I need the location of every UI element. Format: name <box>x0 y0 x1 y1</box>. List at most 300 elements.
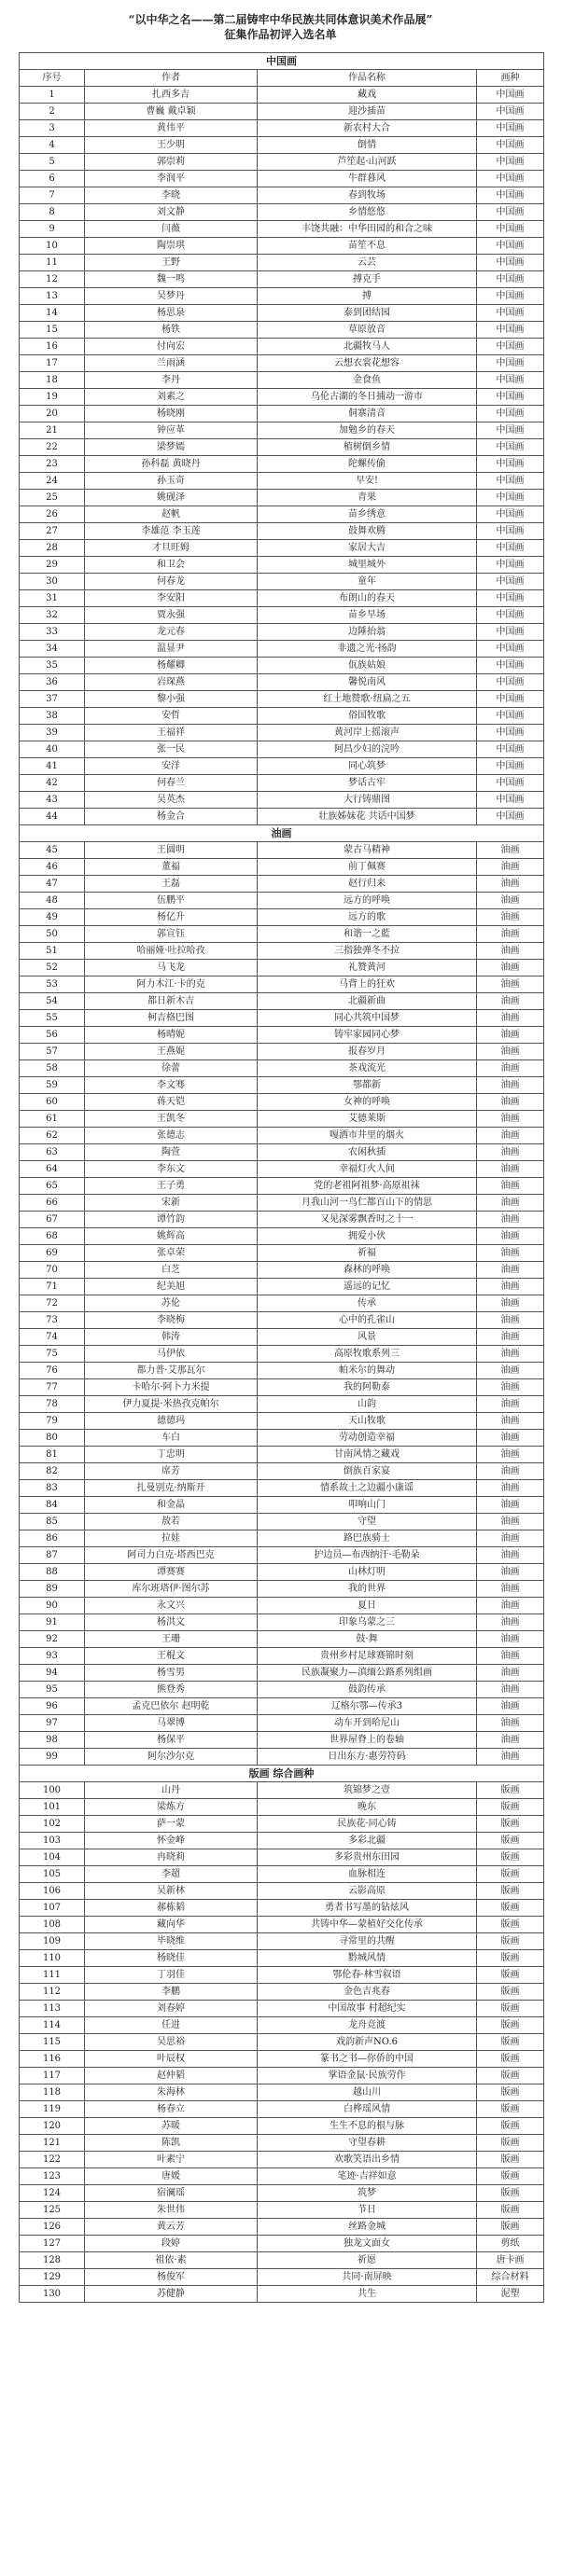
cell-type: 中国画 <box>477 456 544 473</box>
cell-author: 陶萱 <box>85 1144 258 1161</box>
table-row <box>20 775 544 792</box>
cell-type: 版画 <box>477 1950 544 1967</box>
cell-author: 宋新 <box>85 1195 258 1212</box>
cell-type: 版画 <box>477 2084 544 2101</box>
cell-type: 油画 <box>477 1329 544 1346</box>
cell-author: 杨洪文 <box>85 1614 258 1631</box>
cell-type: 油画 <box>477 1060 544 1077</box>
cell-author: 杨铁 <box>85 322 258 339</box>
cell-no: 88 <box>20 1564 85 1581</box>
cell-work: 青果 <box>258 490 477 506</box>
cell-no: 126 <box>20 2219 85 2236</box>
cell-author: 王福祥 <box>85 725 258 741</box>
table-row <box>20 708 544 725</box>
cell-work: 勇者书写墨的钻炫风 <box>258 1900 477 1917</box>
table-row <box>20 993 544 1010</box>
cell-no: 109 <box>20 1933 85 1950</box>
cell-no: 38 <box>20 708 85 725</box>
cell-author: 苏伦 <box>85 1295 258 1312</box>
cell-work: 倒族百家宴 <box>258 1463 477 1480</box>
cell-no: 40 <box>20 741 85 758</box>
cell-type: 油画 <box>477 1396 544 1413</box>
cell-type: 中国画 <box>477 775 544 792</box>
section-title: 版画 综合画种 <box>20 1766 544 1782</box>
cell-author: 王燕妮 <box>85 1044 258 1060</box>
cell-work: 拥爱小伙 <box>258 1228 477 1245</box>
cell-author: 马伊依 <box>85 1346 258 1363</box>
cell-work: 大行铸鼎图 <box>258 792 477 809</box>
cell-no: 4 <box>20 137 85 154</box>
cell-author: 岩琛燕 <box>85 674 258 691</box>
cell-work: 茶戏流光 <box>258 1060 477 1077</box>
table-row <box>20 893 544 909</box>
table-row <box>20 2068 544 2084</box>
cell-work: 非遗之光·扬韵 <box>258 641 477 658</box>
cell-author: 曹巍 戴卓颖 <box>85 104 258 120</box>
cell-work: 白桦瑶风情 <box>258 2101 477 2118</box>
cell-author: 谭竹韵 <box>85 1212 258 1228</box>
cell-work: 童年 <box>258 574 477 590</box>
cell-work: 甘南风情之藏戏 <box>258 1447 477 1463</box>
cell-author: 张一民 <box>85 741 258 758</box>
table-row <box>20 2219 544 2236</box>
cell-no: 117 <box>20 2068 85 2084</box>
table-row <box>20 1749 544 1766</box>
table-row <box>20 1598 544 1614</box>
cell-no: 84 <box>20 1497 85 1514</box>
table-row <box>20 590 544 607</box>
cell-type: 版画 <box>477 1866 544 1883</box>
cell-author: 冉晓莉 <box>85 1849 258 1866</box>
cell-no: 49 <box>20 909 85 926</box>
table-row <box>20 1161 544 1178</box>
cell-author: 杨思泉 <box>85 305 258 322</box>
cell-work: 我的阿勒泰 <box>258 1379 477 1396</box>
cell-type: 中国画 <box>477 271 544 288</box>
cell-work: 越山川 <box>258 2084 477 2101</box>
cell-work: 守望 <box>258 1514 477 1530</box>
table-row <box>20 1833 544 1849</box>
table-row <box>20 842 544 859</box>
cell-work: 晚东 <box>258 1799 477 1816</box>
table-row <box>20 741 544 758</box>
header-type: 画种 <box>477 70 544 87</box>
cell-no: 3 <box>20 120 85 137</box>
table-row <box>20 439 544 456</box>
cell-author: 李东文 <box>85 1161 258 1178</box>
cell-no: 47 <box>20 876 85 893</box>
cell-type: 油画 <box>477 1682 544 1698</box>
cell-work: 祈愿 <box>258 2252 477 2269</box>
cell-author: 扎曼别克·纳斯开 <box>85 1480 258 1497</box>
cell-type: 版画 <box>477 2001 544 2017</box>
cell-work: 新农村大合 <box>258 120 477 137</box>
cell-author: 付向宏 <box>85 339 258 355</box>
cell-type: 油画 <box>477 1128 544 1144</box>
cell-type: 版画 <box>477 1933 544 1950</box>
cell-author: 杨俊军 <box>85 2269 258 2286</box>
cell-work: 牛群暮风 <box>258 171 477 187</box>
cell-no: 31 <box>20 590 85 607</box>
section-title: 中国画 <box>20 53 544 70</box>
cell-no: 68 <box>20 1228 85 1245</box>
cell-no: 22 <box>20 439 85 456</box>
cell-type: 中国画 <box>477 758 544 775</box>
cell-no: 62 <box>20 1128 85 1144</box>
cell-work: 山林灯明 <box>258 1564 477 1581</box>
cell-type: 中国画 <box>477 305 544 322</box>
cell-work: 生生不息的根与脉 <box>258 2118 477 2135</box>
cell-author: 都日新木吉 <box>85 993 258 1010</box>
cell-work: 篆书之书—你侨的中国 <box>258 2051 477 2068</box>
cell-type: 油画 <box>477 993 544 1010</box>
cell-type: 版画 <box>477 1984 544 2001</box>
cell-work: 赵行归来 <box>258 876 477 893</box>
cell-author: 阿力木江·卡的克 <box>85 976 258 993</box>
cell-author: 王凯冬 <box>85 1111 258 1128</box>
cell-work: 筑锦梦之壹 <box>258 1782 477 1799</box>
table-row <box>20 2101 544 2118</box>
cell-author: 梁梦嫣 <box>85 439 258 456</box>
table-row <box>20 238 544 255</box>
table-row <box>20 1950 544 1967</box>
cell-author: 王珊 <box>85 1631 258 1648</box>
cell-work: 鼓·舞 <box>258 1631 477 1648</box>
cell-type: 油画 <box>477 976 544 993</box>
cell-no: 65 <box>20 1178 85 1195</box>
cell-no: 44 <box>20 809 85 825</box>
cell-no: 27 <box>20 523 85 540</box>
table-row <box>20 1245 544 1262</box>
cell-author: 柯吉格巴图 <box>85 1010 258 1027</box>
cell-author: 黄云芳 <box>85 2219 258 2236</box>
table-row <box>20 2135 544 2152</box>
cell-author: 李润平 <box>85 171 258 187</box>
cell-no: 119 <box>20 2101 85 2118</box>
cell-no: 19 <box>20 389 85 406</box>
cell-author: 何春龙 <box>85 574 258 590</box>
table-row <box>20 1497 544 1514</box>
cell-author: 闫薇 <box>85 221 258 238</box>
cell-type: 中国画 <box>477 238 544 255</box>
table-row <box>20 1967 544 1984</box>
cell-type: 版画 <box>477 2202 544 2219</box>
table-row <box>20 607 544 624</box>
table-row <box>20 1195 544 1212</box>
cell-type: 中国画 <box>477 255 544 271</box>
table-row <box>20 1547 544 1564</box>
cell-no: 116 <box>20 2051 85 2068</box>
cell-author: 叶素宁 <box>85 2152 258 2168</box>
cell-author: 吴英杰 <box>85 792 258 809</box>
cell-author: 段婷 <box>85 2236 258 2252</box>
cell-author: 安哲 <box>85 708 258 725</box>
cell-author: 丁羽佳 <box>85 1967 258 1984</box>
cell-author: 龙元春 <box>85 624 258 641</box>
cell-no: 69 <box>20 1245 85 1262</box>
cell-no: 100 <box>20 1782 85 1799</box>
column-header-row <box>20 70 544 87</box>
cell-author: 怀金峰 <box>85 1833 258 1849</box>
cell-author: 赵仲韬 <box>85 2068 258 2084</box>
cell-author: 温显尹 <box>85 641 258 658</box>
cell-no: 91 <box>20 1614 85 1631</box>
cell-work: 叩响山门 <box>258 1497 477 1514</box>
cell-author: 王圆明 <box>85 842 258 859</box>
cell-no: 101 <box>20 1799 85 1816</box>
cell-work: 传承 <box>258 1295 477 1312</box>
cell-work: 草原放音 <box>258 322 477 339</box>
cell-no: 56 <box>20 1027 85 1044</box>
cell-no: 51 <box>20 943 85 960</box>
cell-author: 陈凯 <box>85 2135 258 2152</box>
cell-author: 梁炼方 <box>85 1799 258 1816</box>
cell-no: 89 <box>20 1581 85 1598</box>
table-row <box>20 406 544 422</box>
cell-author: 马翠博 <box>85 1715 258 1732</box>
cell-type: 版画 <box>477 2135 544 2152</box>
cell-work: 戏韵新声NO.6 <box>258 2034 477 2051</box>
section-header-row <box>20 825 544 842</box>
cell-work: 金食鱼 <box>258 372 477 389</box>
cell-type: 版画 <box>477 1799 544 1816</box>
cell-no: 114 <box>20 2017 85 2034</box>
table-row <box>20 758 544 775</box>
table-row <box>20 2001 544 2017</box>
cell-work: 日出东方·惠劳符码 <box>258 1749 477 1766</box>
table-row <box>20 2236 544 2252</box>
table-row <box>20 926 544 943</box>
cell-author: 藏向华 <box>85 1917 258 1933</box>
cell-type: 中国画 <box>477 490 544 506</box>
cell-type: 油画 <box>477 1027 544 1044</box>
cell-author: 杨晴妮 <box>85 1027 258 1044</box>
cell-type: 中国画 <box>477 557 544 574</box>
cell-type: 油画 <box>477 1094 544 1111</box>
cell-type: 油画 <box>477 1379 544 1396</box>
cell-no: 95 <box>20 1682 85 1698</box>
cell-no: 79 <box>20 1413 85 1430</box>
cell-author: 和金晶 <box>85 1497 258 1514</box>
cell-work: 共铸中华—蒙植好交化传承 <box>258 1917 477 1933</box>
cell-no: 74 <box>20 1329 85 1346</box>
cell-no: 14 <box>20 305 85 322</box>
cell-work: 民族凝聚力—滇缅公路系列组画 <box>258 1665 477 1682</box>
cell-no: 45 <box>20 842 85 859</box>
cell-type: 中国画 <box>477 741 544 758</box>
cell-no: 124 <box>20 2185 85 2202</box>
cell-work: 共生 <box>258 2286 477 2303</box>
cell-work: 贵州乡村足球赛锦时刻 <box>258 1648 477 1665</box>
cell-author: 杨晓佳 <box>85 1950 258 1967</box>
cell-type: 中国画 <box>477 473 544 490</box>
cell-no: 29 <box>20 557 85 574</box>
cell-work: 同心筑梦 <box>258 758 477 775</box>
table-row <box>20 1396 544 1413</box>
cell-author: 黄伟平 <box>85 120 258 137</box>
cell-no: 8 <box>20 204 85 221</box>
cell-author: 朱世伟 <box>85 2202 258 2219</box>
table-row <box>20 339 544 355</box>
cell-no: 130 <box>20 2286 85 2303</box>
cell-type: 版画 <box>477 1917 544 1933</box>
cell-work: 祈福 <box>258 1245 477 1262</box>
cell-type: 油画 <box>477 1564 544 1581</box>
cell-work: 云影高原 <box>258 1883 477 1900</box>
cell-no: 58 <box>20 1060 85 1077</box>
cell-author: 徐蕾 <box>85 1060 258 1077</box>
cell-no: 20 <box>20 406 85 422</box>
cell-work: 铸牢家园同心梦 <box>258 1027 477 1044</box>
table-row <box>20 389 544 406</box>
cell-no: 90 <box>20 1598 85 1614</box>
cell-work: 路巴族骑士 <box>258 1530 477 1547</box>
cell-no: 54 <box>20 993 85 1010</box>
cell-no: 1 <box>20 87 85 104</box>
cell-no: 121 <box>20 2135 85 2152</box>
cell-author: 李文骞 <box>85 1077 258 1094</box>
cell-work: 印象乌蒙之三 <box>258 1614 477 1631</box>
table-row <box>20 1262 544 1279</box>
table-row <box>20 2152 544 2168</box>
section-header-row <box>20 1766 544 1782</box>
cell-type: 油画 <box>477 1715 544 1732</box>
cell-type: 版画 <box>477 1883 544 1900</box>
cell-no: 98 <box>20 1732 85 1749</box>
cell-no: 30 <box>20 574 85 590</box>
table-row <box>20 1648 544 1665</box>
cell-work: 节日 <box>258 2202 477 2219</box>
table-row <box>20 1379 544 1396</box>
cell-no: 103 <box>20 1833 85 1849</box>
table-row <box>20 1682 544 1698</box>
table-row <box>20 1128 544 1144</box>
table-row <box>20 1917 544 1933</box>
cell-work: 中国故事 村超纪实 <box>258 2001 477 2017</box>
cell-author: 韩涛 <box>85 1329 258 1346</box>
table-row <box>20 1027 544 1044</box>
cell-type: 油画 <box>477 1346 544 1363</box>
cell-work: 早安! <box>258 473 477 490</box>
cell-work: 辽格尔鄂—传承3 <box>258 1698 477 1715</box>
table-row <box>20 2168 544 2185</box>
cell-work: 筑梦 <box>258 2185 477 2202</box>
cell-author: 杨保平 <box>85 1732 258 1749</box>
document-title: “以中华之名——第二届铸牢中华民族共同体意识美术作品展” <box>128 13 433 26</box>
cell-work: 艾德莱斯 <box>258 1111 477 1128</box>
cell-type: 油画 <box>477 909 544 926</box>
cell-type: 中国画 <box>477 607 544 624</box>
cell-author: 才旦旺姆 <box>85 540 258 557</box>
cell-no: 112 <box>20 1984 85 2001</box>
table-row <box>20 271 544 288</box>
document-subtitle: 征集作品初评入选名单 <box>224 28 337 41</box>
cell-work: 春到牧场 <box>258 187 477 204</box>
cell-type: 中国画 <box>477 574 544 590</box>
table-row <box>20 221 544 238</box>
cell-type: 中国画 <box>477 204 544 221</box>
cell-no: 16 <box>20 339 85 355</box>
table-row <box>20 422 544 439</box>
cell-work: 龙舟竞渡 <box>258 2017 477 2034</box>
cell-author: 杨晓刚 <box>85 406 258 422</box>
cell-no: 33 <box>20 624 85 641</box>
table-row <box>20 540 544 557</box>
cell-author: 白芝 <box>85 1262 258 1279</box>
cell-no: 17 <box>20 355 85 372</box>
cell-no: 72 <box>20 1295 85 1312</box>
table-row <box>20 355 544 372</box>
cell-no: 55 <box>20 1010 85 1027</box>
cell-no: 46 <box>20 859 85 876</box>
cell-work: 护边员—布西纳汗·毛勒朵 <box>258 1547 477 1564</box>
cell-work: 远方的歌 <box>258 909 477 926</box>
cell-type: 中国画 <box>477 322 544 339</box>
cell-type: 油画 <box>477 1212 544 1228</box>
table-row <box>20 691 544 708</box>
cell-no: 92 <box>20 1631 85 1648</box>
cell-author: 和卫会 <box>85 557 258 574</box>
cell-author: 王野 <box>85 255 258 271</box>
cell-work: 黔城风情 <box>258 1950 477 1967</box>
cell-type: 油画 <box>477 1010 544 1027</box>
cell-type: 油画 <box>477 1514 544 1530</box>
cell-type: 中国画 <box>477 792 544 809</box>
cell-work: 女神的呼唤 <box>258 1094 477 1111</box>
cell-work: 鼓舞欢腾 <box>258 523 477 540</box>
cell-type: 唐卡画 <box>477 2252 544 2269</box>
table-row <box>20 1581 544 1598</box>
table-row <box>20 137 544 154</box>
cell-author: 兰雨涵 <box>85 355 258 372</box>
cell-no: 10 <box>20 238 85 255</box>
table-row <box>20 1346 544 1363</box>
cell-no: 24 <box>20 473 85 490</box>
cell-work: 金色吉兆春 <box>258 1984 477 2001</box>
cell-no: 75 <box>20 1346 85 1363</box>
cell-type: 油画 <box>477 960 544 976</box>
cell-no: 36 <box>20 674 85 691</box>
cell-work: 夏日 <box>258 1598 477 1614</box>
cell-type: 油画 <box>477 1144 544 1161</box>
cell-type: 油画 <box>477 1530 544 1547</box>
cell-author: 熊登秀 <box>85 1682 258 1698</box>
cell-author: 郝栋韬 <box>85 1900 258 1917</box>
table-row <box>20 658 544 674</box>
cell-type: 版画 <box>477 2068 544 2084</box>
cell-author: 吴新林 <box>85 1883 258 1900</box>
cell-work: 乌伦古湖的冬日捕动一游市 <box>258 389 477 406</box>
cell-no: 115 <box>20 2034 85 2051</box>
cell-type: 油画 <box>477 1648 544 1665</box>
cell-type: 中国画 <box>477 624 544 641</box>
table-row <box>20 574 544 590</box>
cell-no: 15 <box>20 322 85 339</box>
cell-author: 丁忠明 <box>85 1447 258 1463</box>
cell-type: 版画 <box>477 1816 544 1833</box>
table-row <box>20 1329 544 1346</box>
table-row <box>20 523 544 540</box>
cell-work: 寻常里的共醒 <box>258 1933 477 1950</box>
cell-author: 孙玉奇 <box>85 473 258 490</box>
cell-type: 油画 <box>477 1178 544 1195</box>
cell-type: 油画 <box>477 876 544 893</box>
cell-type: 中国画 <box>477 422 544 439</box>
cell-author: 孙科磊 黄晓丹 <box>85 456 258 473</box>
cell-author: 车白 <box>85 1430 258 1447</box>
header-author: 作者 <box>85 70 258 87</box>
cell-work: 三指独弹冬不拉 <box>258 943 477 960</box>
